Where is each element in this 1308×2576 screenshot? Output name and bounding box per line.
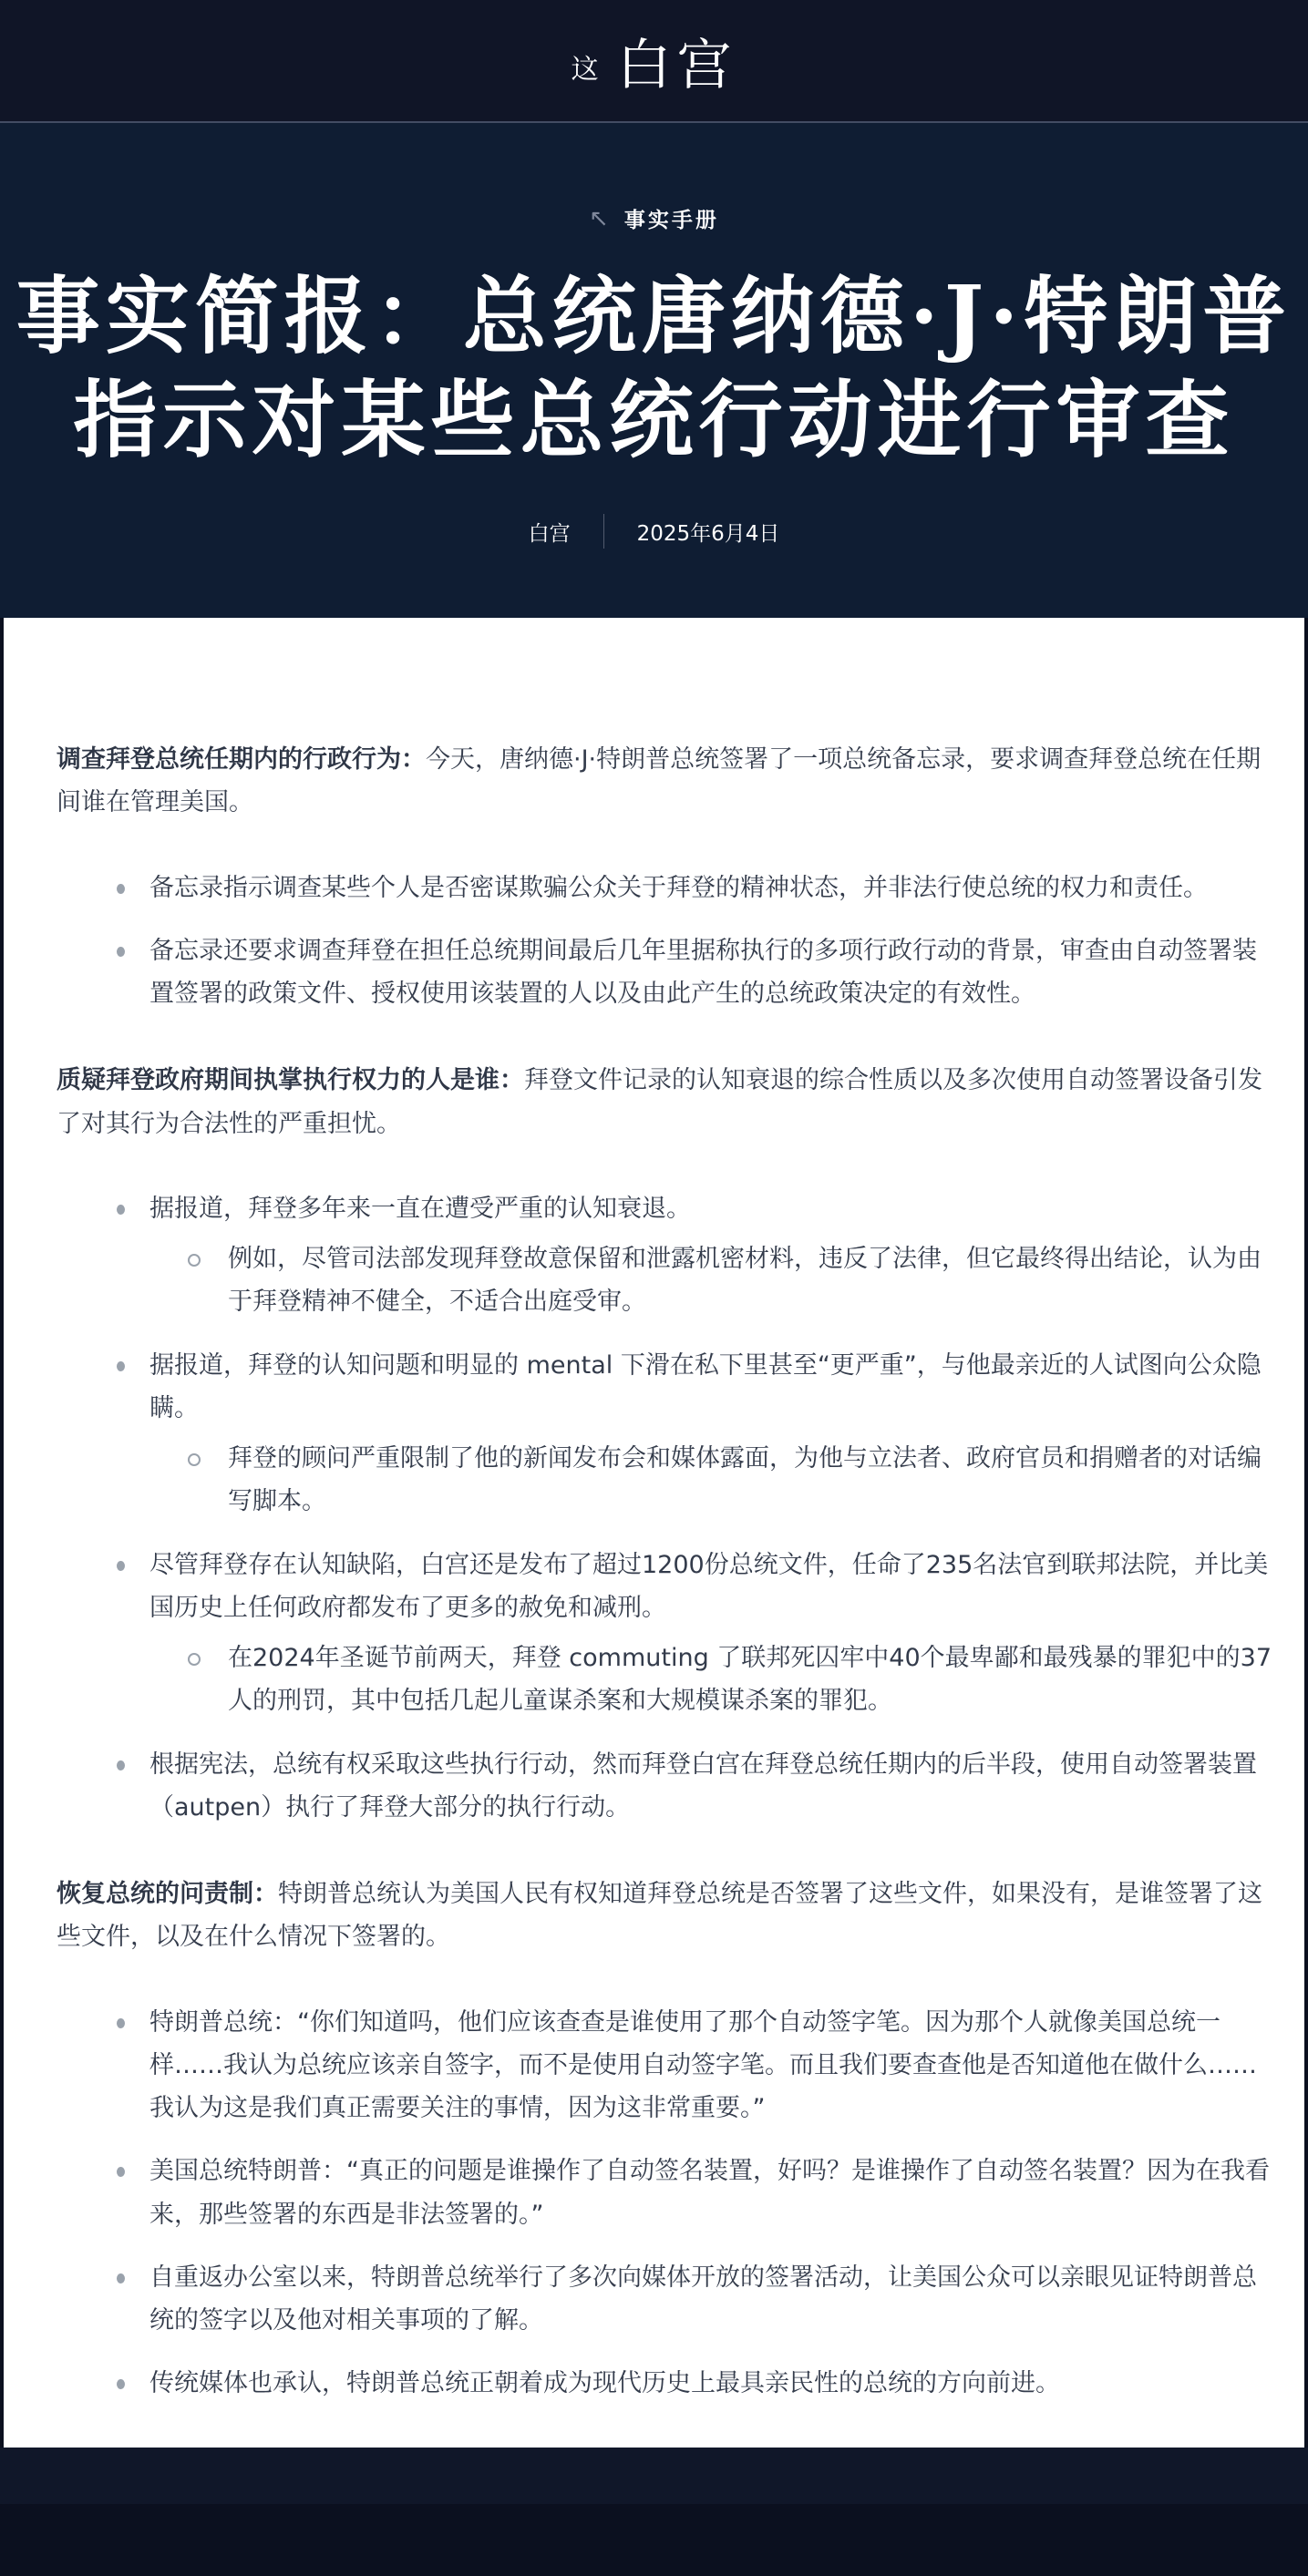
meta-date: 2025年6月4日 [636,521,780,546]
site-header [0,0,1308,121]
fact-section [57,738,1273,1015]
section-lead: 质疑拜登政府期间执掌执行权力的人是谁： [57,1066,524,1095]
bullet-item [109,1743,1273,1830]
sub-bullet-list [149,1237,1273,1324]
article-panel [4,618,1304,2448]
meta-divider [603,514,604,549]
bullet-list [109,1187,1273,1829]
bullet-text: 备忘录还要求调查拜登在担任总统期间最后几年里据称执行的多项行政行动的背景，审查由自动签署装置签署的政策文件、授权使用该装置的人以及由此产生的总统政策决定的有效性。 [149,936,1257,1008]
bullet-text: 特朗普总统：“你们知道吗，他们应该查查是谁使用了那个自动签字笔。因为那个人就像美国总统一样……我认为总统应该亲自签字，而不是使用自动签字笔。而且我们要查查他是否知道他在做什么……我认为这是我们真正需要关注的事情，因为这非常重要。” [149,2007,1257,2122]
fact-sheets-breadcrumb[interactable] [589,203,719,233]
bullet-item [109,1544,1273,1723]
breadcrumb-label: 事实手册 [623,209,719,232]
bullet-list [109,2001,1273,2406]
bullet-item [109,1344,1273,1524]
section-paragraph [57,1059,1273,1145]
article-meta [529,514,780,549]
bullet-item [109,2150,1273,2236]
sub-bullet-item: 拜登的顾问严重限制了他的新闻发布会和媒体露面，为他与立法者、政府官员和捐赠者的对话编写脚本。 [180,1437,1273,1524]
bullet-text: 根据宪法，总统有权采取这些执行行动，然而拜登白宫在拜登总统任期内的后半段，使用自动签署装置（autpen）执行了拜登大部分的执行行动。 [149,1750,1257,1822]
section-paragraph [57,738,1273,825]
bullet-item [109,867,1273,909]
arrow-up-left-icon: ↖ [589,204,612,232]
bullet-item [109,2362,1273,2405]
bullet-list [109,867,1273,1016]
page-title-line1: 事实简报：总统唐纳德·J·特朗普 [15,267,1293,365]
bullet-text: 据报道，拜登的认知问题和明显的 mental 下滑在私下里甚至“更严重”，与他最亲近的人试图向公众隐瞒。 [149,1350,1262,1422]
bullet-item [109,929,1273,1016]
fact-section [57,1873,1273,2406]
fact-section [57,1059,1273,1829]
sub-bullet-list [149,1437,1273,1524]
page-title-line2: 指示对某些总统行动进行审查 [73,371,1235,470]
bullet-text: 据报道，拜登多年来一直在遭受严重的认知衰退。 [149,1194,691,1223]
bullet-text: 自重返办公室以来，特朗普总统举行了多次向媒体开放的签署活动，让美国公众可以亲眼见证特朗普总统的签字以及他对相关事项的了解。 [149,2263,1257,2335]
bullet-item [109,2256,1273,2343]
section-lead: 恢复总统的问责制： [57,1880,278,1908]
bullet-item [109,2001,1273,2130]
sub-bullet-item: 例如，尽管司法部发现拜登故意保留和泄露机密材料，违反了法律，但它最终得出结论，认为由于拜登精神不健全，不适合出庭受审。 [180,1237,1273,1324]
article-body [57,738,1273,2406]
whitehouse-logo[interactable] [572,22,737,100]
bullet-text: 传统媒体也承认，特朗普总统正朝着成为现代历史上最具亲民性的总统的方向前进。 [149,2369,1060,2398]
section-text: 今天，唐纳德·J·特朗普总统签署了一项总统备忘录，要求调查拜登总统在任期间谁在管理美国。 [57,745,1262,817]
section-text: 拜登文件记录的认知衰退的综合性质以及多次使用自动签署设备引发了对其行为合法性的严重担忧。 [57,1066,1262,1138]
sub-bullet-list [149,1637,1273,1723]
site-footer [0,2448,1308,2504]
sub-bullet-item: 在2024年圣诞节前两天，拜登 commuting 了联邦死囚牢中40个最卑鄙和最残暴的罪犯中的37人的刑罚，其中包括几起儿童谋杀案和大规模谋杀案的罪犯。 [180,1637,1273,1723]
logo-text: 白宫 [616,33,737,97]
bullet-item [109,1187,1273,1324]
meta-source-link[interactable]: 白宫 [528,521,571,546]
section-text: 特朗普总统认为美国人民有权知道拜登总统是否签署了这些文件，如果没有，是谁签署了这些文件，以及在什么情况下签署的。 [57,1880,1262,1952]
bullet-text: 尽管拜登存在认知缺陷，白宫还是发布了超过1200份总统文件，任命了235名法官到联邦法院，并比美国历史上任何政府都发布了更多的赦免和减刑。 [149,1550,1269,1622]
bullet-text: 美国总统特朗普：“真正的问题是谁操作了自动签名装置，好吗？是谁操作了自动签名装置？因为在我看来，那些签署的东西是非法签署的。” [149,2157,1270,2229]
section-lead: 调查拜登总统任期内的行政行为： [57,745,426,774]
bullet-text: 备忘录指示调查某些个人是否密谋欺骗公众关于拜登的精神状态，并非法行使总统的权力和责任。 [149,873,1208,902]
logo-prefix: 这 [571,53,599,86]
section-paragraph [57,1873,1273,1959]
hero-section [0,121,1308,618]
page-title [16,264,1293,472]
